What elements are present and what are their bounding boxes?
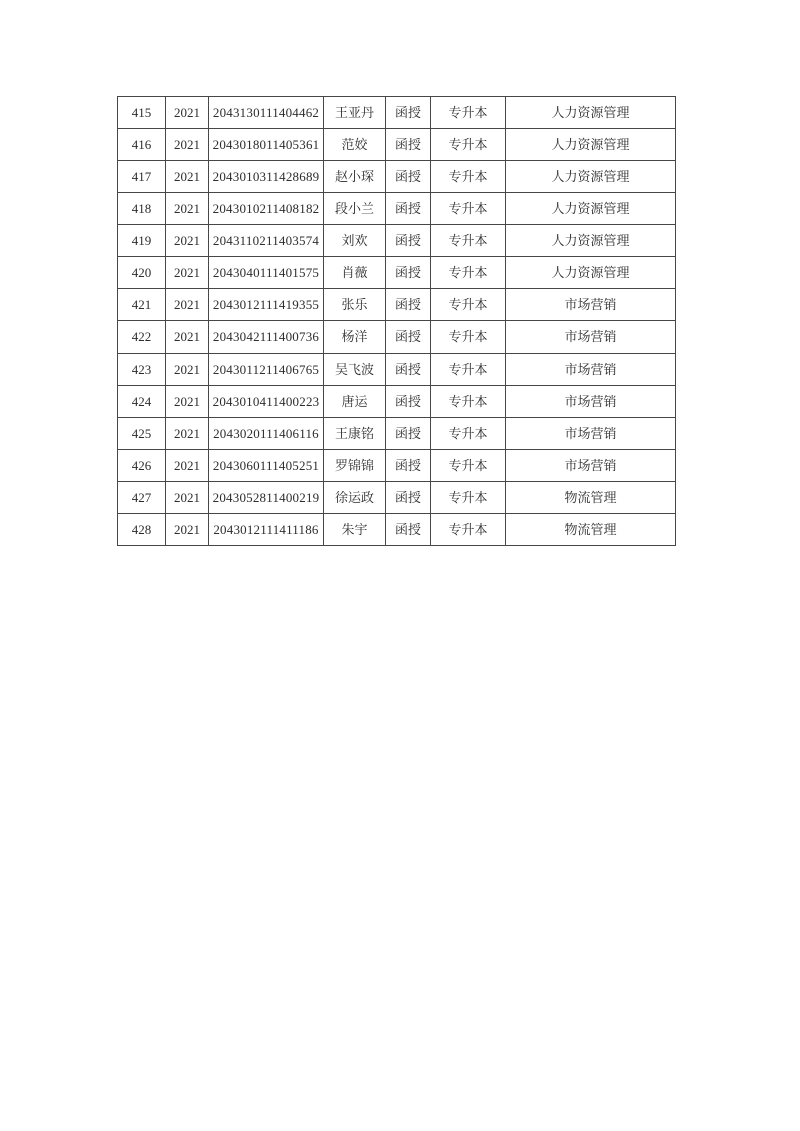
cell-row-number: 424 bbox=[118, 385, 166, 417]
cell-major: 市场营销 bbox=[506, 449, 676, 481]
cell-student-id: 2043011211406765 bbox=[209, 353, 324, 385]
cell-row-number: 421 bbox=[118, 289, 166, 321]
cell-row-number: 420 bbox=[118, 257, 166, 289]
cell-student-id: 2043010211408182 bbox=[209, 193, 324, 225]
cell-study-form: 函授 bbox=[386, 417, 431, 449]
cell-major: 人力资源管理 bbox=[506, 129, 676, 161]
cell-name: 刘欢 bbox=[324, 225, 386, 257]
cell-major: 人力资源管理 bbox=[506, 161, 676, 193]
cell-row-number: 426 bbox=[118, 449, 166, 481]
cell-major: 市场营销 bbox=[506, 289, 676, 321]
cell-name: 朱宇 bbox=[324, 513, 386, 545]
cell-student-id: 2043060111405251 bbox=[209, 449, 324, 481]
cell-row-number: 425 bbox=[118, 417, 166, 449]
cell-level: 专升本 bbox=[431, 225, 506, 257]
cell-major: 人力资源管理 bbox=[506, 97, 676, 129]
cell-year: 2021 bbox=[166, 193, 209, 225]
cell-name: 张乐 bbox=[324, 289, 386, 321]
cell-name: 王亚丹 bbox=[324, 97, 386, 129]
cell-name: 王康铭 bbox=[324, 417, 386, 449]
cell-row-number: 422 bbox=[118, 321, 166, 353]
cell-level: 专升本 bbox=[431, 289, 506, 321]
cell-name: 唐运 bbox=[324, 385, 386, 417]
cell-study-form: 函授 bbox=[386, 161, 431, 193]
cell-year: 2021 bbox=[166, 481, 209, 513]
cell-study-form: 函授 bbox=[386, 289, 431, 321]
cell-name: 罗锦锦 bbox=[324, 449, 386, 481]
cell-student-id: 2043040111401575 bbox=[209, 257, 324, 289]
cell-level: 专升本 bbox=[431, 449, 506, 481]
cell-name: 范姣 bbox=[324, 129, 386, 161]
table-row bbox=[118, 321, 676, 353]
cell-level: 专升本 bbox=[431, 129, 506, 161]
cell-study-form: 函授 bbox=[386, 513, 431, 545]
cell-student-id: 2043020111406116 bbox=[209, 417, 324, 449]
cell-year: 2021 bbox=[166, 129, 209, 161]
cell-student-id: 2043018011405361 bbox=[209, 129, 324, 161]
cell-study-form: 函授 bbox=[386, 97, 431, 129]
cell-name: 杨洋 bbox=[324, 321, 386, 353]
cell-level: 专升本 bbox=[431, 481, 506, 513]
table-row bbox=[118, 129, 676, 161]
table-row bbox=[118, 257, 676, 289]
cell-major: 物流管理 bbox=[506, 513, 676, 545]
table-row bbox=[118, 385, 676, 417]
cell-study-form: 函授 bbox=[386, 257, 431, 289]
cell-name: 肖薇 bbox=[324, 257, 386, 289]
cell-row-number: 416 bbox=[118, 129, 166, 161]
cell-year: 2021 bbox=[166, 257, 209, 289]
table-row bbox=[118, 417, 676, 449]
cell-major: 市场营销 bbox=[506, 417, 676, 449]
cell-student-id: 2043010311428689 bbox=[209, 161, 324, 193]
table-row bbox=[118, 353, 676, 385]
cell-student-id: 2043012111419355 bbox=[209, 289, 324, 321]
cell-name: 赵小琛 bbox=[324, 161, 386, 193]
cell-student-id: 2043010411400223 bbox=[209, 385, 324, 417]
cell-study-form: 函授 bbox=[386, 481, 431, 513]
table-row bbox=[118, 449, 676, 481]
cell-level: 专升本 bbox=[431, 257, 506, 289]
cell-year: 2021 bbox=[166, 449, 209, 481]
cell-year: 2021 bbox=[166, 385, 209, 417]
cell-level: 专升本 bbox=[431, 321, 506, 353]
cell-level: 专升本 bbox=[431, 161, 506, 193]
cell-year: 2021 bbox=[166, 161, 209, 193]
table-row bbox=[118, 289, 676, 321]
cell-study-form: 函授 bbox=[386, 449, 431, 481]
table-row bbox=[118, 225, 676, 257]
cell-year: 2021 bbox=[166, 97, 209, 129]
cell-level: 专升本 bbox=[431, 193, 506, 225]
cell-student-id: 2043042111400736 bbox=[209, 321, 324, 353]
cell-study-form: 函授 bbox=[386, 225, 431, 257]
cell-study-form: 函授 bbox=[386, 193, 431, 225]
cell-name: 吴飞波 bbox=[324, 353, 386, 385]
cell-major: 市场营销 bbox=[506, 353, 676, 385]
cell-study-form: 函授 bbox=[386, 385, 431, 417]
cell-level: 专升本 bbox=[431, 353, 506, 385]
cell-year: 2021 bbox=[166, 225, 209, 257]
enrollment-table bbox=[117, 96, 676, 546]
cell-row-number: 428 bbox=[118, 513, 166, 545]
cell-row-number: 419 bbox=[118, 225, 166, 257]
table-row bbox=[118, 161, 676, 193]
cell-row-number: 427 bbox=[118, 481, 166, 513]
cell-major: 物流管理 bbox=[506, 481, 676, 513]
cell-study-form: 函授 bbox=[386, 321, 431, 353]
cell-row-number: 418 bbox=[118, 193, 166, 225]
cell-year: 2021 bbox=[166, 353, 209, 385]
cell-year: 2021 bbox=[166, 417, 209, 449]
cell-year: 2021 bbox=[166, 513, 209, 545]
cell-row-number: 415 bbox=[118, 97, 166, 129]
cell-year: 2021 bbox=[166, 289, 209, 321]
cell-level: 专升本 bbox=[431, 417, 506, 449]
cell-level: 专升本 bbox=[431, 513, 506, 545]
table-row bbox=[118, 193, 676, 225]
table-row bbox=[118, 513, 676, 545]
cell-level: 专升本 bbox=[431, 97, 506, 129]
table-row bbox=[118, 481, 676, 513]
cell-study-form: 函授 bbox=[386, 129, 431, 161]
table-row bbox=[118, 97, 676, 129]
cell-student-id: 2043110211403574 bbox=[209, 225, 324, 257]
cell-student-id: 2043012111411186 bbox=[209, 513, 324, 545]
cell-level: 专升本 bbox=[431, 385, 506, 417]
cell-major: 人力资源管理 bbox=[506, 225, 676, 257]
cell-study-form: 函授 bbox=[386, 353, 431, 385]
cell-student-id: 2043130111404462 bbox=[209, 97, 324, 129]
cell-major: 人力资源管理 bbox=[506, 257, 676, 289]
cell-major: 人力资源管理 bbox=[506, 193, 676, 225]
table-body bbox=[118, 97, 676, 546]
cell-major: 市场营销 bbox=[506, 321, 676, 353]
cell-major: 市场营销 bbox=[506, 385, 676, 417]
cell-row-number: 417 bbox=[118, 161, 166, 193]
cell-name: 段小兰 bbox=[324, 193, 386, 225]
cell-student-id: 2043052811400219 bbox=[209, 481, 324, 513]
cell-year: 2021 bbox=[166, 321, 209, 353]
cell-row-number: 423 bbox=[118, 353, 166, 385]
cell-name: 徐运政 bbox=[324, 481, 386, 513]
